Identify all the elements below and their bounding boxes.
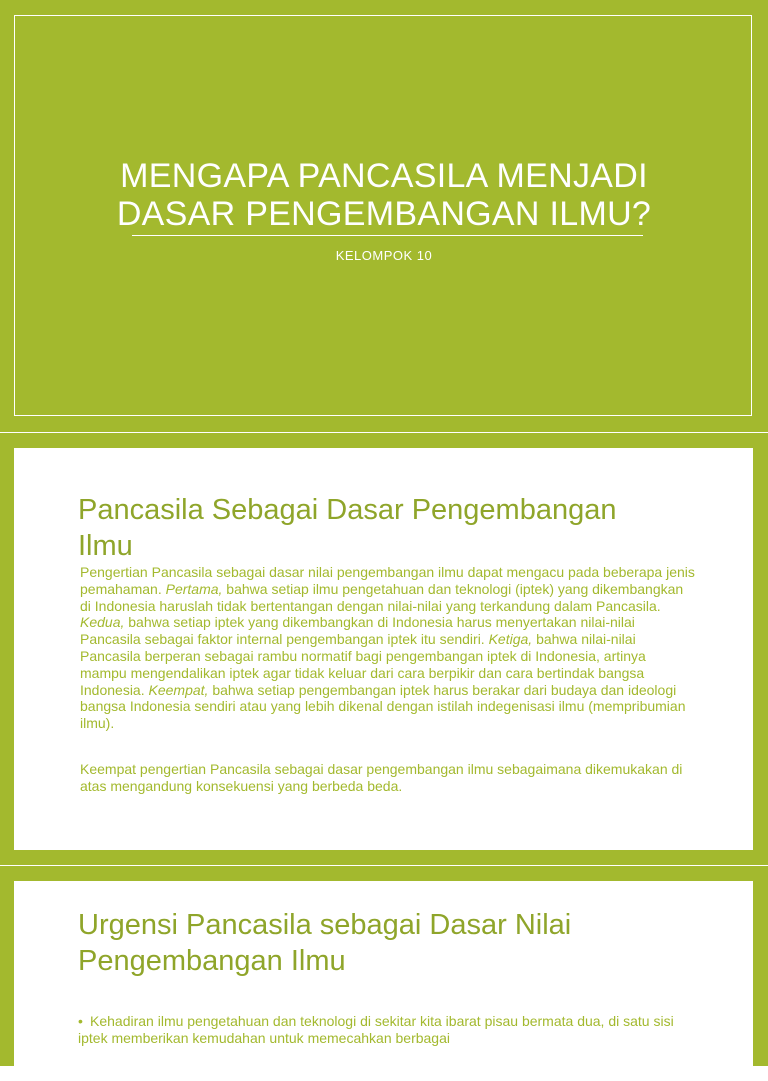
emphasis-pertama: Pertama,: [165, 580, 223, 597]
slide-heading: [78, 492, 678, 564]
emphasis-kedua: Kedua,: [80, 614, 125, 631]
body-paragraph-2: Keempat pengertian Pancasila sebagai dasar pengembangan ilmu sebagaimana dikemukakan di atas mengandung konsekuensi yang berbeda beda.: [80, 761, 683, 794]
content-panel: [14, 881, 753, 1081]
heading-line-2: Ilmu: [78, 530, 133, 562]
heading-line-1: Urgensi Pancasila sebagai Dasar Nilai: [78, 909, 572, 941]
content-slide-2: [0, 866, 768, 1066]
slide-subtitle: KELOMPOK 10: [335, 248, 433, 263]
body-paragraph-1: [80, 564, 695, 732]
bullet-item: [78, 1013, 698, 1047]
bullet-icon: •: [78, 1013, 83, 1029]
paragraph-text: bahwa setiap pengembangan iptek harus berakar dari budaya dan ideologi bangsa Indonesia sendiri atau yang lebih dikenal dengan istilah indegenisasi ilmu (mempribumian ilmu).: [80, 681, 686, 732]
heading-line-2: Pengembangan Ilmu: [78, 945, 346, 977]
paragraph-text: bahwa setiap ilmu pengetahuan dan teknologi (iptek) yang dikembangkan di Indonesia haruslah tidak bertentangan dengan nilai-nilai yang terkandung dalam Pancasila.: [80, 580, 684, 614]
slide-title: [0, 157, 768, 233]
title-slide: [0, 0, 768, 432]
heading-line-1: Pancasila Sebagai Dasar Pengembangan: [78, 494, 617, 526]
content-panel: [14, 448, 753, 850]
emphasis-keempat: Keempat,: [148, 681, 209, 698]
content-slide-1: [0, 433, 768, 865]
bullet-text: Kehadiran ilmu pengetahuan dan teknologi di sekitar kita ibarat pisau bermata dua, di satu sisi iptek memberikan kemudahan untuk memecahkan berbagai: [78, 1013, 674, 1046]
paragraph-text: Pengertian Pancasila sebagai dasar nilai pengembangan ilmu dapat mengacu pada beberapa jenis pemahaman.: [80, 564, 695, 597]
title-underline: [132, 235, 643, 236]
paragraph-text: bahwa nilai-nilai Pancasila berperan sebagai rambu normatif bagi pengembangan iptek di Indonesia, artinya mampu mengendalikan iptek agar tidak keluar dari cara berpikir dan cara bertindak bangsa Indonesia.: [80, 631, 646, 698]
title-line-2: DASAR PENGEMBANGAN ILMU?: [116, 195, 652, 233]
title-line-1: MENGAPA PANCASILA MENJADI: [120, 157, 648, 195]
emphasis-ketiga: Ketiga,: [488, 631, 533, 648]
paragraph-text: bahwa setiap iptek yang dikembangkan di Indonesia harus menyertakan nilai-nilai Pancasila sebagai faktor internal pengembangan iptek itu sendiri.: [80, 614, 635, 648]
slide-heading: [78, 907, 678, 979]
